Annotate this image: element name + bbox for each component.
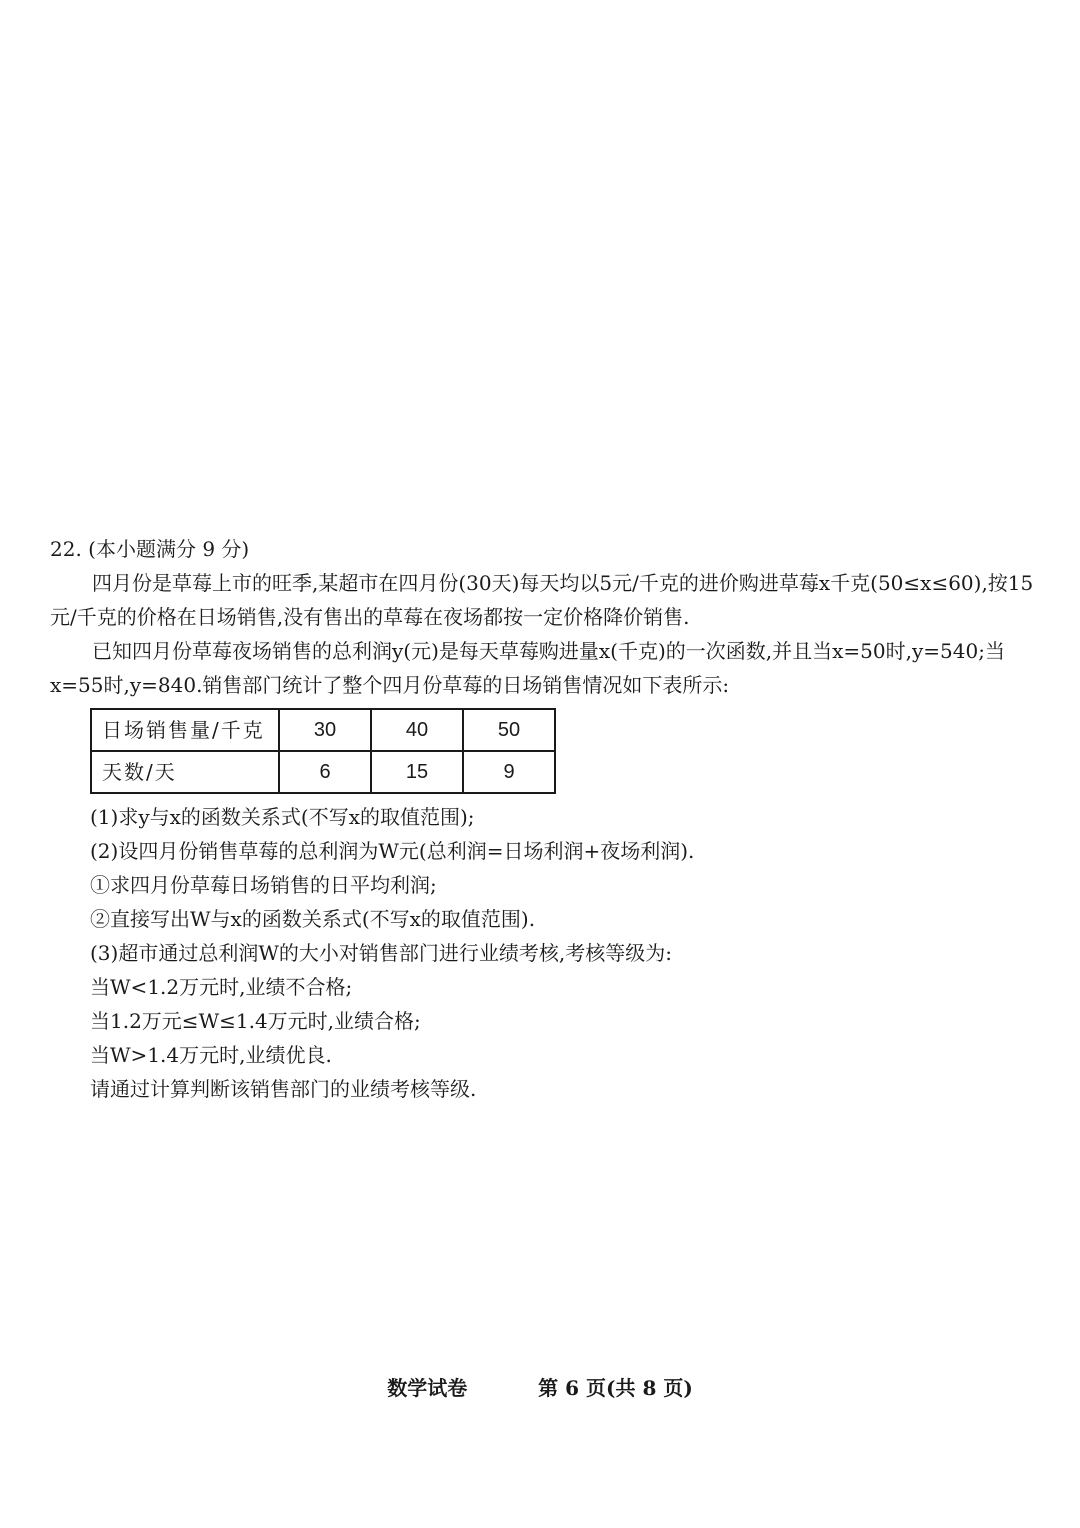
question-2-part-1: ①求四月份草莓日场销售的日平均利润;	[90, 873, 437, 897]
question-2: (2)设四月份销售草莓的总利润为W元(总利润=日场利润+夜场利润).	[90, 839, 695, 863]
table-cell: 40	[371, 709, 463, 751]
question-2-part-2: ②直接写出W与x的函数关系式(不写x的取值范围).	[90, 907, 536, 931]
row-label: 日场销售量/千克	[91, 709, 279, 751]
table-cell: 15	[371, 751, 463, 793]
grade-rule-pass: 当1.2万元≤W≤1.4万元时,业绩合格;	[90, 1009, 421, 1033]
problem-score-note: (本小题满分 9 分)	[88, 537, 250, 561]
table-row	[91, 751, 555, 793]
table-cell: 50	[463, 709, 555, 751]
table-cell: 6	[279, 751, 371, 793]
problem-22	[50, 532, 1040, 1106]
problem-number: 22.	[50, 537, 82, 561]
table-row	[91, 709, 555, 751]
footer-subject: 数学试卷	[387, 1376, 468, 1400]
sales-table	[90, 708, 556, 794]
question-list	[50, 800, 1040, 1106]
grade-rule-excellent: 当W>1.4万元时,业绩优良.	[90, 1043, 332, 1067]
table-cell: 9	[463, 751, 555, 793]
row-label: 天数/天	[91, 751, 279, 793]
question-1: (1)求y与x的函数关系式(不写x的取值范围);	[90, 805, 475, 829]
problem-intro-1: 四月份是草莓上市的旺季,某超市在四月份(30天)每天均以5元/千克的进价购进草莓x千克(50≤x≤60),按15元/千克的价格在日场销售,没有售出的草莓在夜场都按一定价格降价销售.	[50, 571, 1034, 629]
question-3: (3)超市通过总利润W的大小对销售部门进行业绩考核,考核等级为:	[90, 941, 672, 965]
footer-page-info: 第 6 页(共 8 页)	[538, 1376, 693, 1400]
question-3-ask: 请通过计算判断该销售部门的业绩考核等级.	[90, 1077, 477, 1101]
grade-rule-fail: 当W<1.2万元时,业绩不合格;	[90, 975, 353, 999]
table-cell: 30	[279, 709, 371, 751]
problem-heading	[50, 532, 1040, 566]
page-footer	[0, 1372, 1080, 1401]
problem-intro-2: 已知四月份草莓夜场销售的总利润y(元)是每天草莓购进量x(千克)的一次函数,并且当x=50时,y=540;当x=55时,y=840.销售部门统计了整个四月份草莓的日场销售情况如下表所示:	[50, 639, 1005, 697]
